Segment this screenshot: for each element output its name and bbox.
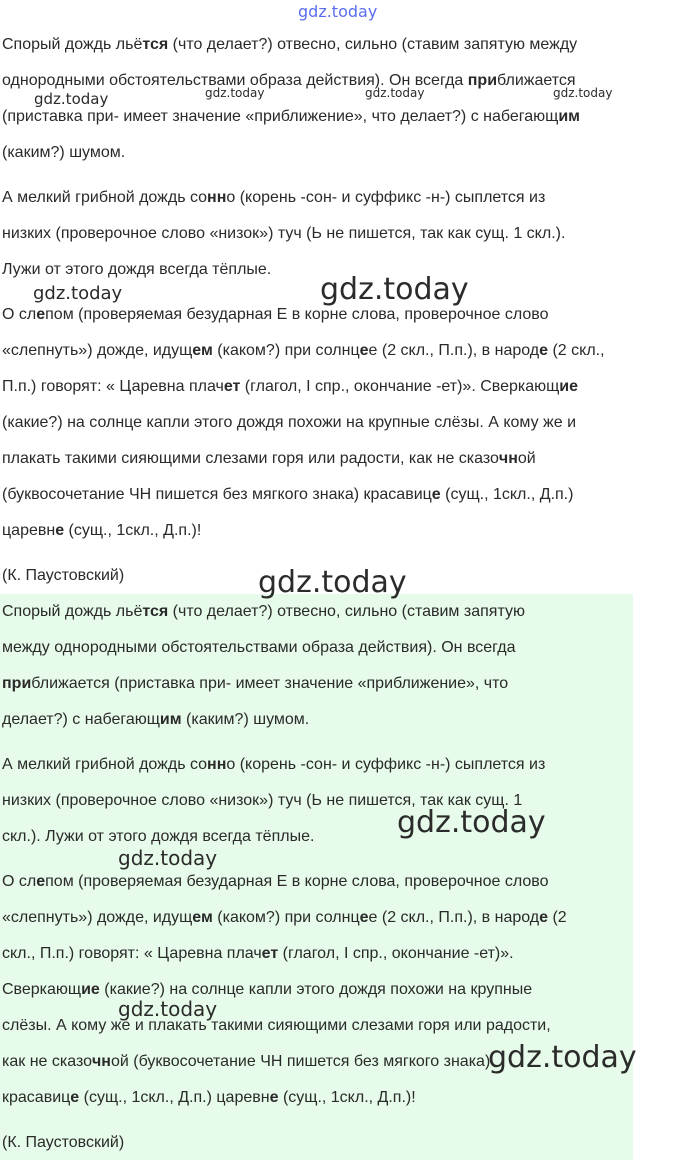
- text-line: П.п.) говорят: « Царевна плачет (глагол, I спр., окончание -ет)». Сверкающие: [2, 378, 579, 395]
- text-line: скл.). Лужи от этого дождя всегда тёплые.: [2, 828, 315, 845]
- text-line: (каким?) шумом.: [2, 144, 126, 161]
- watermark: gdz.today: [34, 90, 109, 108]
- text-line: как не сказочной (буквосочетание ЧН пишется без мягкого знака): [2, 1053, 491, 1070]
- text-line: О слепом (проверяемая безударная Е в корне слова, проверочное слово: [2, 306, 549, 323]
- text-line: «слепнуть») дожде, идущем (каком?) при солнцее (2 скл., П.п.), в народе (2 скл.,: [2, 342, 605, 359]
- text-line: (приставка при- имеет значение «приближение», что делает?) с набегающим: [2, 108, 580, 125]
- author-attribution: (К. Паустовский): [2, 567, 125, 584]
- text-line: приближается (приставка при- имеет значение «приближение», что: [2, 675, 509, 692]
- text-line: красавице (сущ., 1скл., Д.п.) царевне (сущ., 1скл., Д.п.)!: [2, 1089, 416, 1106]
- author-attribution: (К. Паустовский): [2, 1134, 125, 1151]
- watermark-top: gdz.today: [298, 2, 378, 21]
- text-line: между однородными обстоятельствами образа действия). Он всегда: [2, 639, 516, 656]
- watermark: gdz.today: [553, 86, 613, 100]
- text-line: Сверкающие (какие?) на солнце капли этого дождя похожи на крупные: [2, 981, 533, 998]
- watermark: gdz.today: [397, 805, 546, 840]
- watermark: gdz.today: [320, 272, 469, 307]
- text-line: А мелкий грибной дождь сонно (корень -сон- и суффикс -н-) сыплется из: [2, 756, 546, 773]
- text-line: «слепнуть») дожде, идущем (каком?) при солнцее (2 скл., П.п.), в народе (2: [2, 909, 567, 926]
- text-line: слёзы. А кому же и плакать такими сияющими слезами горя или радости,: [2, 1017, 551, 1034]
- watermark: gdz.today: [205, 86, 265, 100]
- text-line: (какие?) на солнце капли этого дождя похожи на крупные слёзы. А кому же и: [2, 414, 577, 431]
- text-line: плакать такими сияющими слезами горя или радости, как не сказочной: [2, 450, 536, 467]
- text-line: А мелкий грибной дождь сонно (корень -сон- и суффикс -н-) сыплется из: [2, 189, 546, 206]
- text-line: Лужи от этого дождя всегда тёплые.: [2, 261, 272, 278]
- text-line: О слепом (проверяемая безударная Е в корне слова, проверочное слово: [2, 873, 549, 890]
- text-line: делает?) с набегающим (каким?) шумом.: [2, 711, 310, 728]
- watermark: gdz.today: [118, 846, 218, 870]
- text-line: однородными обстоятельствами образа действия). Он всегда приближается: [2, 72, 576, 89]
- text-line: Спорый дождь льётся (что делает?) отвесно, сильно (ставим запятую: [2, 603, 525, 620]
- text-line: (буквосочетание ЧН пишется без мягкого знака) красавице (сущ., 1скл., Д.п.): [2, 486, 574, 503]
- watermark: gdz.today: [118, 997, 218, 1021]
- text-line: царевне (сущ., 1скл., Д.п.)!: [2, 522, 202, 539]
- text-line: низких (проверочное слово «низок») туч (Ь не пишется, так как сущ. 1 скл.).: [2, 225, 566, 242]
- text-line: Спорый дождь льётся (что делает?) отвесно, сильно (ставим запятую между: [2, 36, 578, 53]
- watermark: gdz.today: [365, 86, 425, 100]
- text-line: скл., П.п.) говорят: « Царевна плачет (глагол, I спр., окончание -ет)».: [2, 945, 514, 962]
- text-line: низких (проверочное слово «низок») туч (Ь не пишется, так как сущ. 1: [2, 792, 523, 809]
- watermark: gdz.today: [488, 1040, 637, 1075]
- watermark: gdz.today: [258, 565, 407, 600]
- watermark: gdz.today: [33, 283, 123, 304]
